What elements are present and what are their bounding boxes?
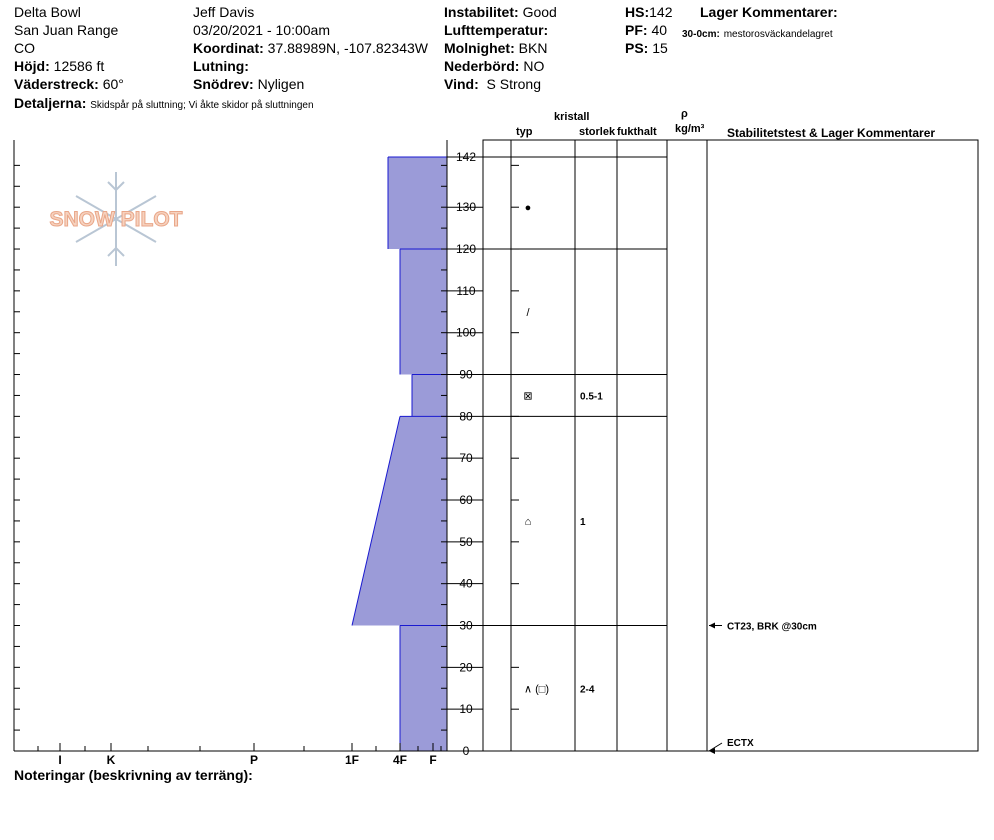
precip-value: NO xyxy=(523,58,545,74)
table-border xyxy=(483,140,978,751)
observation-datetime: 03/20/2021 - 10:00am xyxy=(193,22,330,38)
ps-label: PS: xyxy=(625,40,649,56)
slope-label: Lutning: xyxy=(193,58,249,74)
details-label: Detaljerna: xyxy=(14,95,87,111)
depth-tick-label: 120 xyxy=(455,242,477,257)
hardness-tick-label: K xyxy=(106,753,116,767)
aspect-value: 60° xyxy=(102,76,124,92)
wind-label: Vind: xyxy=(444,76,479,92)
hardness-tick-label: I xyxy=(58,753,62,767)
hardness-layer xyxy=(352,416,447,625)
depth-tick-label: 20 xyxy=(459,660,473,675)
coord-label: Koordinat: xyxy=(193,40,264,56)
location-name: Delta Bowl xyxy=(14,4,81,20)
airtemp-label: Lufttemperatur: xyxy=(444,22,549,38)
hardness-tick-label: 1F xyxy=(344,753,360,767)
size-header: storlek xyxy=(579,126,616,138)
rho-header: ρ xyxy=(681,108,688,120)
depth-tick-label: 40 xyxy=(459,576,473,591)
stability-header: Stabilitetstest & Lager Kommentarer xyxy=(727,126,936,140)
depth-tick-label: 0 xyxy=(462,744,470,758)
snowdrift-label: Snödrev: xyxy=(193,76,254,92)
pf-value: 40 xyxy=(651,22,668,38)
crystal-symbol: ∧ (□) xyxy=(524,683,550,696)
depth-tick-label: 30 xyxy=(459,618,473,633)
depth-tick-label: 142 xyxy=(455,150,477,164)
crystal-size: 0.5-1 xyxy=(580,391,603,403)
depth-tick-label: 110 xyxy=(456,283,476,298)
test-arrow-head xyxy=(709,623,715,629)
hardness-tick-label: 4F xyxy=(392,753,408,767)
pf-label: PF: xyxy=(625,22,648,38)
layer-comment-depth: 30-0cm: xyxy=(682,29,720,40)
density-unit-header: kg/m³ xyxy=(675,123,705,135)
observer-name: Jeff Davis xyxy=(193,4,255,20)
depth-tick-label: 80 xyxy=(459,409,473,424)
depth-tick-label: 50 xyxy=(459,534,473,549)
layer-table xyxy=(483,140,978,754)
crystal-symbol: / xyxy=(526,306,530,319)
state: CO xyxy=(14,40,35,56)
ps-value: 15 xyxy=(652,40,668,56)
cloud-value: BKN xyxy=(518,40,548,56)
precip-label: Nederbörd: xyxy=(444,58,520,74)
hs-value: 142 xyxy=(649,4,673,20)
layer-comment-text: mestorosväckandelagret xyxy=(723,29,833,40)
stability-test-label: ECTX xyxy=(727,738,754,749)
crystal-header: kristall xyxy=(554,111,590,123)
elevation-label: Höjd: xyxy=(14,58,50,74)
crystal-size: 1 xyxy=(580,516,586,528)
crystal-symbol: ● xyxy=(524,202,532,215)
snowpilot-watermark xyxy=(50,172,183,266)
hardness-layer xyxy=(400,626,447,751)
depth-tick-label: 90 xyxy=(459,367,473,382)
depth-tick-label: 130 xyxy=(455,200,477,215)
depth-tick-label: 60 xyxy=(459,493,473,508)
moisture-header: fukthalt xyxy=(617,126,657,138)
wind-value: S Strong xyxy=(486,76,542,92)
hardness-tick-label: P xyxy=(249,753,259,767)
instability-value: Good xyxy=(522,4,557,20)
aspect-label: Väderstreck: xyxy=(14,76,99,92)
hardness-profile xyxy=(352,157,447,751)
snowdrift-value: Nyligen xyxy=(257,76,305,92)
crystal-symbol: ⌂ xyxy=(524,515,532,528)
details-value: Skidspår på sluttning; Vi åkte skidor på sluttningen xyxy=(90,100,314,111)
terrain-notes-label: Noteringar (beskrivning av terräng): xyxy=(14,767,253,783)
depth-tick-label: 100 xyxy=(455,325,477,340)
hardness-layer xyxy=(400,249,447,374)
hardness-tick-label: F xyxy=(429,753,437,767)
crystal-symbol: ⊠ xyxy=(523,390,533,403)
elevation-value: 12586 ft xyxy=(53,58,105,74)
instability-label: Instabilitet: xyxy=(444,4,519,20)
mountain-range: San Juan Range xyxy=(14,22,119,38)
crystal-size: 2-4 xyxy=(580,684,595,696)
watermark-text: SNOW PILOT xyxy=(49,208,183,231)
cloud-label: Molnighet: xyxy=(444,40,515,56)
type-header: typ xyxy=(516,126,533,138)
depth-tick-label: 10 xyxy=(459,702,473,717)
hs-label: HS: xyxy=(625,4,650,20)
stability-test-label: CT23, BRK @30cm xyxy=(727,621,817,633)
test-arrow-line xyxy=(709,743,722,751)
depth-tick-label: 70 xyxy=(459,451,473,466)
coord-value: 37.88989N, -107.82343W xyxy=(267,40,428,56)
layer-comments-title: Lager Kommentarer: xyxy=(700,4,838,20)
hardness-layer xyxy=(388,157,447,249)
